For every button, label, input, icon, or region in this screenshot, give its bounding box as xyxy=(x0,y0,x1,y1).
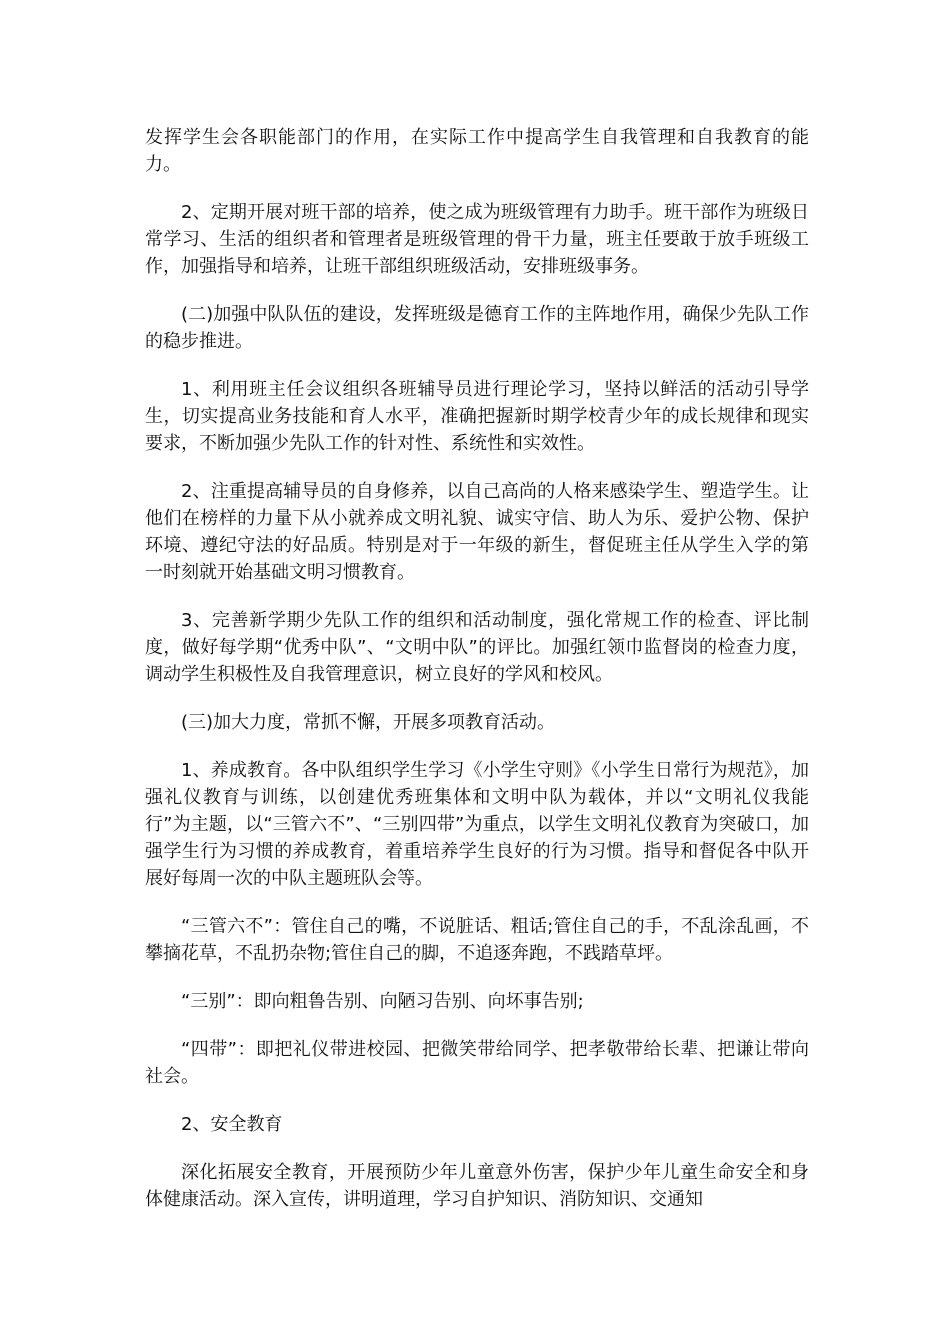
subsection-heading: 2、安全教育 xyxy=(181,1114,283,1135)
section-heading: (二)加强中队队伍的建设，发挥班级是德育工作的主阵地作用，确保少先队工作的稳步推进。 xyxy=(145,304,809,352)
paragraph: 2、定期开展对班干部的培养，使之成为班级管理有力助手。班干部作为班级日常学习、生活的组织者和管理者是班级管理的骨干力量，班主任要敢于放手班级工作，加强指导和培养，让班干部组织班级活动，安排班级事务。 xyxy=(145,202,809,277)
paragraph: “三别”：即向粗鲁告别、向陋习告别、向坏事告别; xyxy=(181,991,584,1012)
paragraph: “三管六不”：管住自己的嘴，不说脏话、粗话;管住自己的手，不乱涂乱画，不攀摘花草，不乱扔杂物;管住自己的脚，不追逐奔跑，不践踏草坪。 xyxy=(145,916,809,964)
paragraph: 发挥学生会各职能部门的作用，在实际工作中提高学生自我管理和自我教育的能力。 xyxy=(145,127,809,175)
paragraph: 1、利用班主任会议组织各班辅导员进行理论学习，坚持以鲜活的活动引导学生，切实提高业务技能和育人水平，准确把握新时期学校青少年的成长规律和现实要求，不断加强少先队工作的针对性、系统性和实效性。 xyxy=(145,379,809,454)
paragraph: “四带”：即把礼仪带进校园、把微笑带给同学、把孝敬带给长辈、把谦让带向社会。 xyxy=(145,1039,809,1087)
paragraph: 深化拓展安全教育，开展预防少年儿童意外伤害，保护少年儿童生命安全和身体健康活动。深入宣传，讲明道理，学习自护知识、消防知识、交通知 xyxy=(145,1162,809,1210)
document-body xyxy=(145,124,809,1234)
paragraph: 1、养成教育。各中队组织学生学习《小学生守则》《小学生日常行为规范》，加强礼仪教育与训练，以创建优秀班集体和文明中队为载体，并以“文明礼仪我能行”为主题，以“三管六不”、“三别四带”为重点，以学生文明礼仪教育为突破口，加强学生行为习惯的养成教育，着重培养学生良好的行为习惯。指导和督促各中队开展好每周一次的中队主题班队会等。 xyxy=(145,760,809,889)
section-heading: (三)加大力度，常抓不懈，开展多项教育活动。 xyxy=(181,712,556,733)
paragraph: 2、注重提高辅导员的自身修养，以自己高尚的人格来感染学生、塑造学生。让他们在榜样的力量下从小就养成文明礼貌、诚实守信、助人为乐、爱护公物、保护环境、遵纪守法的好品质。特别是对于一年级的新生，督促班主任从学生入学的第一时刻就开始基础文明习惯教育。 xyxy=(145,481,809,583)
paragraph: 3、完善新学期少先队工作的组织和活动制度，强化常规工作的检查、评比制度，做好每学期“优秀中队”、“文明中队”的评比。加强红领巾监督岗的检查力度，调动学生积极性及自我管理意识，树立良好的学风和校风。 xyxy=(145,610,809,685)
